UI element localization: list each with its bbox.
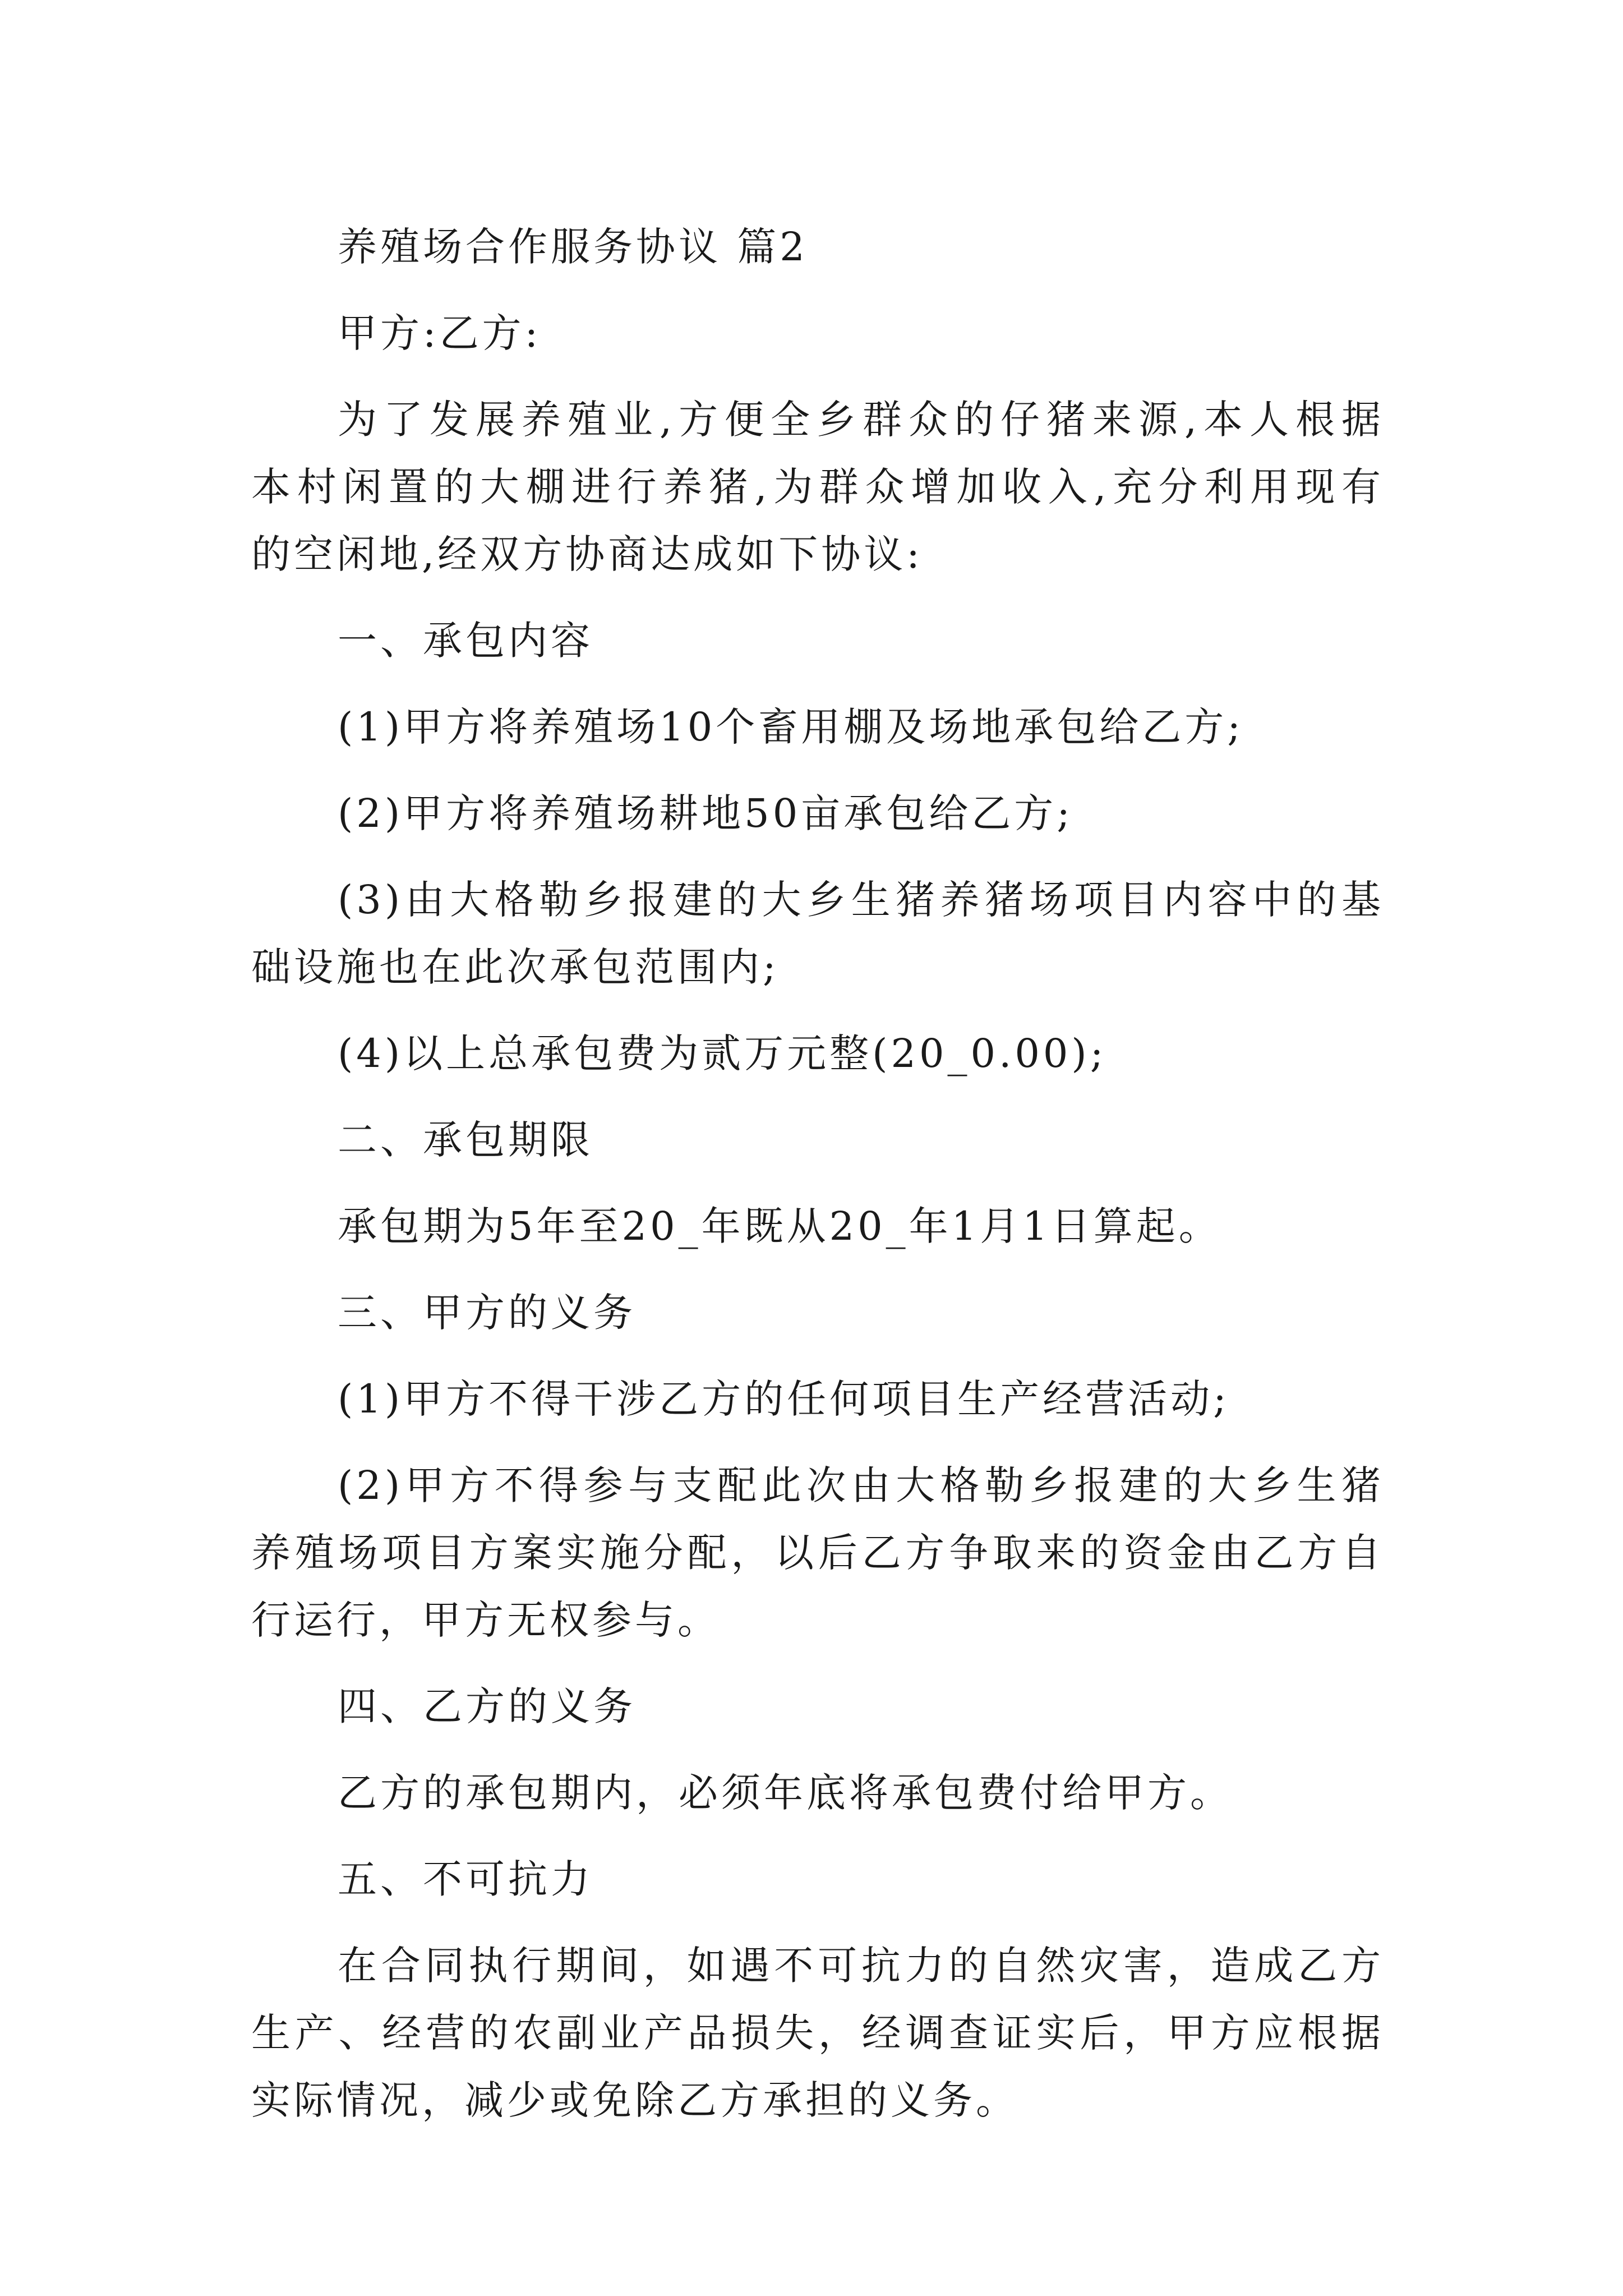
intro-line-3: 的空闲地,经双方协商达成如下协议: [251,531,923,577]
section-heading-2: 二、承包期限 [338,1117,593,1163]
intro-line-1: 为了发展养殖业,方便全乡群众的仔猪来源,本人根据 [338,397,1384,443]
section5-text-line-3: 实际情况，减少或免除乙方承担的义务。 [251,2077,1018,2123]
document-title: 养殖场合作服务协议 篇2 [338,224,808,270]
document-body [251,213,1384,2134]
intro-line-2: 本村闲置的大棚进行养猪,为群众增加收入,充分利用现有 [251,464,1384,510]
section2-text: 承包期为5年至20_年既从20_年1月1日算起。 [338,1203,1221,1249]
section5-text-line-2: 生产、经营的农副业产品损失，经调查证实后，甲方应根据 [251,2010,1384,2056]
section-heading-5: 五、不可抗力 [338,1856,593,1902]
section-heading-3: 三、甲方的义务 [338,1290,636,1336]
section5-text-line-1: 在合同执行期间，如遇不可抗力的自然灾害，造成乙方 [338,1943,1384,1989]
section-heading-1: 一、承包内容 [338,618,593,664]
parties-line: 甲方:乙方: [338,310,542,356]
section3-item-1: (1)甲方不得干涉乙方的任何项目生产经营活动; [338,1376,1230,1422]
section1-item-2: (2)甲方将养殖场耕地50亩承包给乙方; [338,790,1073,836]
section-heading-4: 四、乙方的义务 [338,1683,636,1729]
section4-text: 乙方的承包期内，必须年底将承包费付给甲方。 [338,1770,1233,1816]
section1-item-4: (4)以上总承包费为贰万元整(20_0.00); [338,1030,1107,1076]
section1-item-1: (1)甲方将养殖场10个畜用棚及场地承包给乙方; [338,704,1244,750]
section1-item-3-line-1: (3)由大格勒乡报建的大乡生猪养猪场项目内容中的基 [338,877,1384,923]
section3-item-2-line-1: (2)甲方不得参与支配此次由大格勒乡报建的大乡生猪 [338,1462,1384,1508]
section3-item-2-line-2: 养殖场项目方案实施分配，以后乙方争取来的资金由乙方自 [251,1530,1384,1576]
section3-item-2-line-3: 行运行，甲方无权参与。 [251,1597,720,1643]
section1-item-3-line-2: 础设施也在此次承包范围内; [251,944,780,990]
